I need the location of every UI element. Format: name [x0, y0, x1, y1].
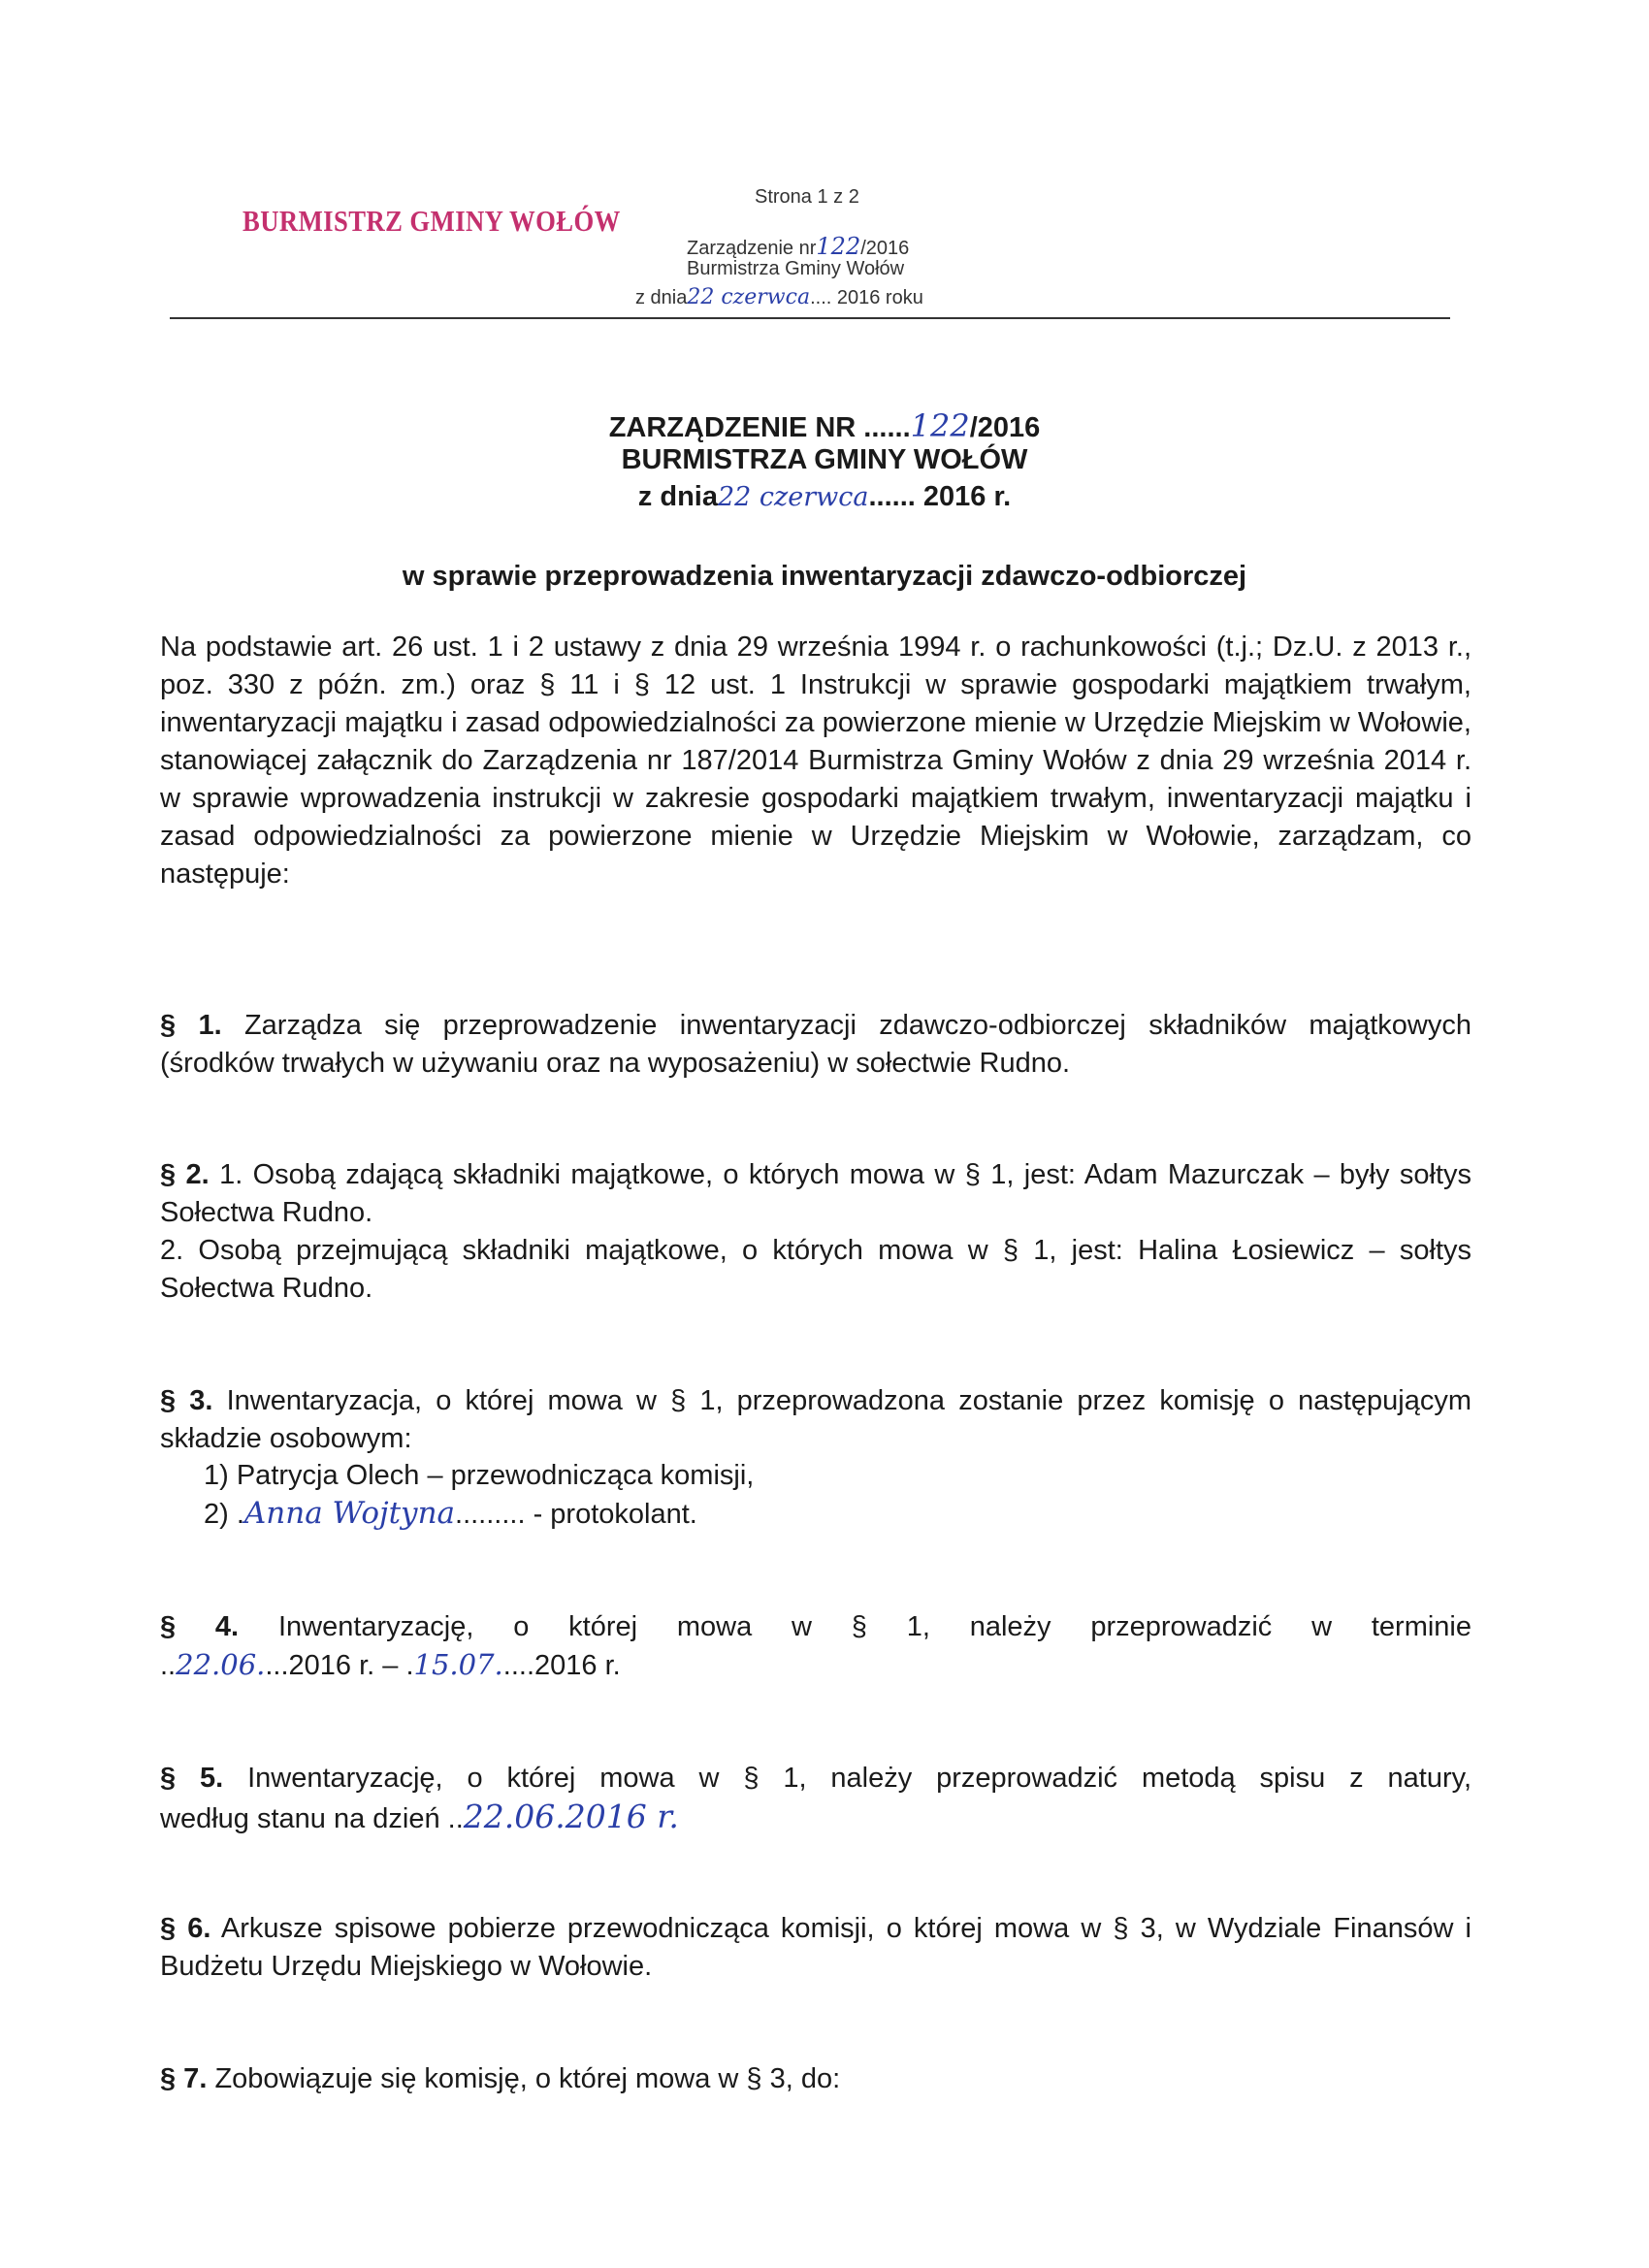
section-3-mark: § 3. [160, 1385, 213, 1416]
page-number: Strona 1 z 2 [755, 186, 859, 208]
handwritten-title-date: 22 czerwca [717, 482, 869, 512]
section-7 [160, 2060, 840, 2098]
handwritten-member-name: Anna Wojtyna [243, 1496, 456, 1531]
section-5-date-line [160, 1798, 679, 1838]
date-end: ....2016 r. [502, 1650, 621, 1681]
section-1 [160, 1007, 1471, 1083]
committee-member-1: 1) Patrycja Olech – przewodnicząca komisji, [204, 1460, 755, 1491]
header-ref-line-3 [635, 285, 923, 309]
member-2-suffix: ......... - protokolant. [455, 1499, 697, 1530]
date-lead-dots: .. [160, 1650, 177, 1681]
handwritten-inventory-date: 22.06.2016 r. [463, 1798, 679, 1835]
title-date-prefix: z dnia [637, 481, 718, 512]
title-line-2: BURMISTRZA GMINY WOŁÓW [621, 444, 1028, 475]
section-2-p1 [160, 1156, 1471, 1232]
section-2-p1-text: 1. Osobą zdającą składniki majątkowe, o których mowa w § 1, jest: Adam Mazurczak – były sołtys Sołectwa Rudno. [160, 1159, 1472, 1228]
header-divider [170, 317, 1450, 319]
section-1-text: Zarządza się przeprowadzenie inwentaryzacji zdawczo-odbiorczej składników majątkowych (środków trwałych w używaniu oraz na wyposażeniu) w sołectwie Rudno. [160, 1010, 1471, 1079]
section-3 [160, 1382, 1471, 1458]
section-2-mark: § 2. [160, 1159, 210, 1190]
section-7-text: Zobowiązuje się komisję, o której mowa w § 3, do: [214, 2063, 841, 2094]
section-5 [160, 1760, 1471, 1798]
office-stamp: BURMISTRZ GMINY WOŁÓW [242, 204, 621, 238]
title-date-suffix: ...... 2016 r. [868, 481, 1012, 512]
section-4 [160, 1608, 1471, 1646]
section-5-text-2: według stanu na dzień .. [160, 1803, 464, 1834]
title-prefix: ZARZĄDZENIE NR ...... [608, 412, 911, 443]
header-ref-line-2: Burmistrza Gminy Wołów [687, 258, 905, 279]
section-5-mark: § 5. [160, 1763, 224, 1794]
header-ref-suffix: /2016 [860, 238, 910, 259]
member-2-prefix: 2) . [204, 1499, 244, 1530]
section-6-mark: § 6. [160, 1913, 211, 1944]
section-7-mark: § 7. [160, 2063, 208, 2094]
section-3-text: Inwentaryzacja, o której mowa w § 1, przeprowadzona zostanie przez komisję o następującym składzie osobowym: [160, 1385, 1472, 1454]
section-5-text: Inwentaryzację, o której mowa w § 1, należy przeprowadzić metodą spisu z natury, [247, 1763, 1472, 1794]
section-2-p2: 2. Osobą przejmującą składniki majątkowe, o których mowa w § 1, jest: Halina Łosiewicz – sołtys Sołectwa Rudno. [160, 1235, 1471, 1304]
subject-line: w sprawie przeprowadzenia inwentaryzacji zdawczo-odbiorczej [402, 561, 1247, 592]
date-mid: ...2016 r. – . [265, 1650, 414, 1681]
section-1-mark: § 1. [160, 1010, 222, 1041]
handwritten-end-date: 15.07. [413, 1648, 503, 1681]
title-line-3 [0, 481, 1649, 513]
header-date-prefix: z dnia [635, 287, 688, 308]
handwritten-title-number: 122 [910, 407, 970, 444]
section-4-dates [160, 1646, 621, 1685]
title-suffix: /2016 [969, 412, 1041, 443]
section-6-text: Arkusze spisowe pobierze przewodnicząca komisji, o której mowa w § 3, w Wydziale Finansów i Budżetu Urzędu Miejskiego w Wołowie. [160, 1913, 1471, 1982]
title-line-1 [0, 407, 1649, 444]
handwritten-number: 122 [816, 233, 861, 260]
header-ref-line-1 [687, 233, 909, 260]
preamble: Na podstawie art. 26 ust. 1 i 2 ustawy z dnia 29 września 1994 r. o rachunkowości (t.j.; Dz.U. z 2013 r., poz. 330 z późn. zm.) oraz § 11 i § 12 ust. 1 Instrukcji w sprawie gospodarki majątkiem trwałym, inwentaryzacji majątku i zasad odpowiedzialności za powierzone mienie w Urzędzie Miejskim w Wołowie, stanowiącej załącznik do Zarządzenia nr 187/2014 Burmistrza Gminy Wołów z dnia 29 września 2014 r. w sprawie wprowadzenia instrukcji w zakresie gospodarki majątkiem trwałym, inwentaryzacji majątku i zasad odpowiedzialności za powierzone mienie w Urzędzie Miejskim w Wołowie, zarządzam, co następuje: [160, 632, 1471, 890]
handwritten-start-date: 22.06. [176, 1648, 266, 1681]
handwritten-date: 22 czerwca [687, 285, 811, 309]
header-date-suffix: .... 2016 roku [810, 287, 923, 308]
committee-member-2 [204, 1495, 697, 1534]
section-6 [160, 1910, 1471, 1986]
section-4-mark: § 4. [160, 1611, 240, 1642]
header-ref-prefix: Zarządzenie nr [687, 238, 817, 259]
section-4-text: Inwentaryzację, o której mowa w § 1, należy przeprowadzić w terminie [277, 1611, 1471, 1642]
